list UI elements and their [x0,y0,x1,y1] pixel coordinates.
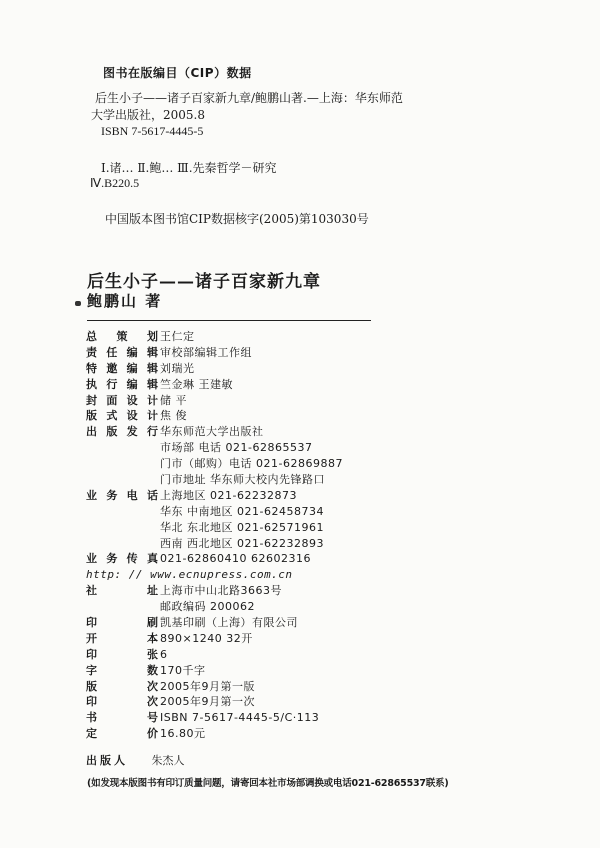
cip-iv: Ⅳ.B220.5 [90,176,140,190]
store-address: 门市地址 华东师大校内先锋路口 [160,473,325,487]
credit-value: 储 平 [160,393,187,407]
credit-label: 版式设计 [86,409,158,423]
website-url[interactable]: http: // www.ecnupress.com.cn [86,568,293,582]
spec-value: 890×1240 32开 [160,631,253,645]
spec-value: 2005年9月第一版 [160,679,255,693]
credit-value: 王仁定 [160,330,195,343]
publisher-name: 华东师范大学出版社 [160,425,264,439]
divider-rule [87,320,371,321]
business-phone-line: 上海地区 021-62232873 [160,488,297,502]
cip-record-line2: 大学出版社，2005.8 [91,108,205,122]
cip-isbn: ISBN 7-5617-4445-5 [101,124,204,138]
business-phone-line: 华北 东北地区 021-62571961 [160,520,324,534]
credit-value: 竺金琳 王建敏 [160,377,233,391]
spec-value: 170千字 [160,663,206,677]
spec-label: 开本 [86,631,158,645]
spec-value: 16.80元 [160,727,206,741]
spec-label: 版次 [86,679,158,693]
spec-value: ISBN 7-5617-4445-5/C·113 [160,711,320,725]
business-phone-line: 西南 西北地区 021-62232893 [160,536,324,550]
business-phone-label: 业务电话 [86,488,158,502]
spec-label: 印张 [86,647,158,661]
quality-notice: (如发现本版图书有印订质量问题，请寄回本社市场部调换或电话021-62865537联系) [87,778,449,789]
cip-classification: Ⅰ.诸… Ⅱ.鲍… Ⅲ.先秦哲学－研究 [101,161,277,175]
spec-value: 6 [160,647,168,661]
postcode-value: 邮政编码 200062 [160,600,255,614]
business-phone-line: 华东 中南地区 021-62458734 [160,504,324,518]
spec-label: 字数 [86,663,158,677]
spec-label: 印刷 [86,616,158,630]
credit-label: 特邀编辑 [86,361,158,375]
cip-verification: 中国版本图书馆CIP数据核字(2005)第103030号 [105,212,369,226]
address-value: 上海市中山北路3663号 [160,584,282,598]
credit-label: 责任编辑 [86,345,158,359]
credit-value: 审校部编辑工作组 [160,345,252,359]
publisher-person-value: 朱杰人 [151,754,185,767]
spec-label: 书号 [86,711,158,725]
cip-heading: 图书在版编目（CIP）数据 [103,66,252,80]
scan-speck [75,301,81,306]
credit-label: 封面设计 [86,393,158,407]
mail-order-phone: 门市（邮购）电话 021-62869887 [160,457,343,471]
distribution-label: 出版发行 [86,425,158,439]
address-label: 社址 [86,584,158,598]
fax-label: 业务传真 [86,552,158,566]
publisher-person-row [86,752,185,768]
book-author: 鲍鹏山 著 [87,292,163,310]
publisher-person-label: 出版人 [86,754,128,767]
credit-label: 总策划 [86,330,158,343]
cip-record-line1: 后生小子——诸子百家新九章/鲍鹏山著.—上海：华东师范 [95,91,403,105]
credit-label: 执行编辑 [86,377,158,391]
book-title: 后生小子——诸子百家新九章 [87,272,321,292]
spec-label: 定价 [86,727,158,741]
credit-value: 焦 俊 [160,409,187,423]
spec-value: 凯基印刷（上海）有限公司 [160,616,298,630]
spec-label: 印次 [86,695,158,709]
credit-value: 刘瑞光 [160,361,195,375]
spec-value: 2005年9月第一次 [160,695,255,709]
market-phone: 市场部 电话 021-62865537 [160,441,313,455]
fax-value: 021-62860410 62602316 [160,552,311,566]
